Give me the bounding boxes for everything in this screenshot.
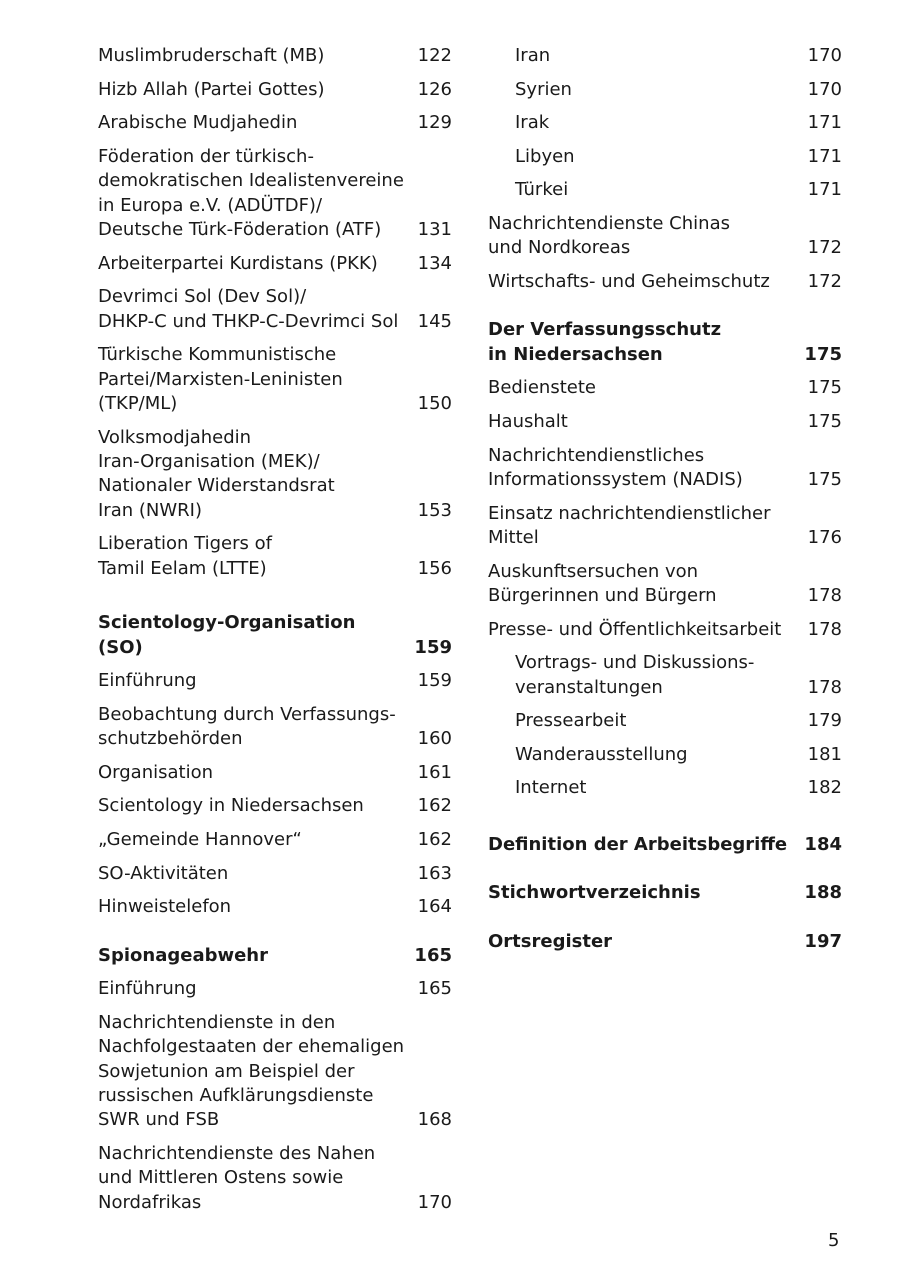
toc-column-left: [98, 44, 452, 1224]
toc-entry-wanderausstellung: Wanderausstellung 181: [515, 743, 842, 765]
toc-entry-nachfolgestaaten: Nachrichtendienste in den Nachfolgestaaten der ehemaligen Sowjetunion am Beispiel der russischen Aufklärungsdienste SWR und FSB 168: [98, 1011, 452, 1131]
toc-section-ortsregister: Ortsregister 197: [488, 930, 842, 952]
toc-entry-naher-osten: Nachrichtendienste des Nahen und Mittleren Ostens sowie Nordafrikas 170: [98, 1143, 452, 1213]
page-number: 5: [828, 1230, 840, 1251]
toc-entry-dev-sol: Devrimci Sol (Dev Sol)/ DHKP-C und THKP-C-Devrimci Sol 145: [98, 286, 452, 332]
toc-entry-haushalt: Haushalt 175: [488, 410, 842, 432]
toc-entry-china-nordkorea: Nachrichtendienste Chinas und Nordkoreas 172: [488, 212, 842, 259]
toc-entry-einsatz-mittel: Einsatz nachrichtendienstlicher Mittel 176: [488, 502, 842, 548]
toc-entry-so-einfuehrung: Einführung 159: [98, 670, 452, 692]
toc-entry-vortrag: Vortrags- und Diskussions- veranstaltungen 178: [515, 652, 842, 698]
toc-section-scientology: Scientology-Organisation (SO) 159: [98, 612, 452, 658]
toc-entry-arabische-mudjahedin: Arabische Mudjahedin 129: [98, 112, 452, 134]
toc-section-verfassungsschutz: Der Verfassungsschutz in Niedersachsen 175: [488, 319, 842, 365]
toc-entry-organisation: Organisation 161: [98, 761, 452, 783]
toc-entry-ltte: Liberation Tigers of Tamil Eelam (LTTE) 156: [98, 533, 452, 579]
toc-entry-wirtschaftsschutz: Wirtschafts- und Geheimschutz 172: [488, 270, 842, 292]
toc-entry-hizb-allah: Hizb Allah (Partei Gottes) 126: [98, 78, 452, 100]
toc-entry-pressearbeit: Pressearbeit 179: [515, 710, 842, 732]
toc-entry-libyen: Libyen 171: [515, 145, 842, 167]
toc-entry-muslimbruderschaft: Muslimbruderschaft (MB) 122: [98, 45, 452, 66]
toc-entry-gemeinde-hannover: „Gemeinde Hannover“ 162: [98, 829, 452, 850]
toc-column-right: [488, 44, 842, 963]
toc-entry-tkp-ml: Türkische Kommunistische Partei/Marxisten-Leninisten (TKP/ML) 150: [98, 344, 452, 414]
toc-entry-scientology-niedersachsen: Scientology in Niedersachsen 162: [98, 795, 452, 817]
toc-entry-irak: Irak 171: [515, 112, 842, 134]
toc-entry-beobachtung: Beobachtung durch Verfassungs- schutzbehörden 160: [98, 703, 452, 750]
toc-entry-adutdf: Föderation der türkisch- demokratischen Idealistenvereine in Europa e.V. (ADÜTDF)/ Deutsche Türk-Föderation (ATF) 131: [98, 145, 452, 240]
toc-entry-so-aktivitaeten: SO-Aktivitäten 163: [98, 862, 452, 884]
toc-entry-hinweistelefon: Hinweistelefon 164: [98, 896, 452, 918]
toc-entry-oeffentlichkeitsarbeit: Presse- und Öffentlichkeitsarbeit 178: [488, 618, 842, 640]
toc-entry-mek: Volksmodjahedin Iran-Organisation (MEK)/ Nationaler Widerstandsrat Iran (NWRI) 153: [98, 426, 452, 521]
toc-section-stichwortverzeichnis: Stichwortverzeichnis 188: [488, 882, 842, 904]
toc-section-definition: Definition der Arbeitsbegriffe 184: [488, 833, 842, 855]
toc-entry-spionage-einfuehrung: Einführung 165: [98, 978, 452, 1000]
toc-entry-tuerkei: Türkei 171: [515, 179, 842, 201]
toc-entry-nadis: Nachrichtendienstliches Informationssystem (NADIS) 175: [488, 444, 842, 490]
toc-entry-bedienstete: Bedienstete 175: [488, 377, 842, 399]
toc-section-spionageabwehr: Spionageabwehr 165: [98, 944, 452, 966]
toc-entry-pkk: Arbeiterpartei Kurdistans (PKK) 134: [98, 252, 452, 274]
toc-entry-iran: Iran 170: [515, 45, 842, 66]
toc-entry-syrien: Syrien 170: [515, 78, 842, 100]
toc-entry-auskunftsersuchen: Auskunftsersuchen von Bürgerinnen und Bürgern 178: [488, 560, 842, 606]
toc-entry-internet: Internet 182: [515, 777, 842, 799]
